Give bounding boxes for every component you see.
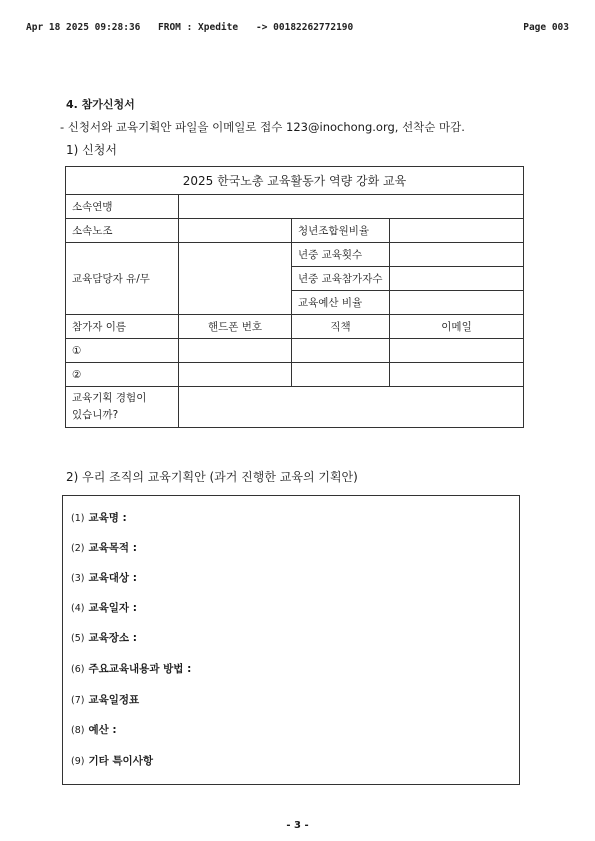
label-federation: 소속연맹 (66, 195, 179, 219)
plan-item: (7) 교육일정표 (71, 694, 140, 706)
label-youth-ratio: 청년조합원비율 (292, 219, 390, 243)
participant-1-position-field[interactable] (292, 339, 390, 363)
label-email: 이메일 (390, 315, 524, 339)
union-field[interactable] (179, 219, 292, 243)
plan-item: (4) 교육일자 : (71, 602, 137, 614)
participant-row-2-marker: ② (66, 363, 179, 387)
annual-edu-count-field[interactable] (390, 243, 524, 267)
fax-page: Page 003 (523, 22, 569, 33)
label-planning-experience-line1: 교육기획 경험이 (72, 392, 147, 404)
subsection-application-form: 1) 신청서 (66, 143, 117, 157)
label-planning-experience (66, 387, 179, 428)
plan-item: (3) 교육대상 : (71, 572, 137, 584)
label-edu-budget-ratio: 교육예산 비율 (292, 291, 390, 315)
submission-note: - 신청서와 교육기획안 파일을 이메일로 접수 123@inochong.org, 선착순 마감. (60, 120, 465, 134)
label-planning-experience-line2: 있습니까? (72, 409, 119, 421)
participant-row-1-marker: ① (66, 339, 179, 363)
label-annual-participants: 년중 교육참가자수 (292, 267, 390, 291)
participant-2-email-field[interactable] (390, 363, 524, 387)
fax-from: FROM : Xpedite (158, 22, 239, 33)
participant-2-phone-field[interactable] (179, 363, 292, 387)
plan-item: (5) 교육장소 : (71, 632, 137, 644)
label-phone: 핸드폰 번호 (179, 315, 292, 339)
label-annual-edu-count: 년중 교육횟수 (292, 243, 390, 267)
form-title: 2025 한국노총 교육활동가 역량 강화 교육 (66, 167, 524, 195)
plan-item: (8) 예산 : (71, 724, 117, 736)
edu-budget-ratio-field[interactable] (390, 291, 524, 315)
plan-item: (9) 기타 특이사항 (71, 755, 153, 767)
label-position: 직책 (292, 315, 390, 339)
federation-field[interactable] (179, 195, 524, 219)
page-number: - 3 - (286, 820, 309, 831)
education-plan-box[interactable] (62, 495, 520, 785)
fax-datetime: Apr 18 2025 09:28:36 (26, 22, 141, 33)
planning-experience-field[interactable] (179, 387, 524, 428)
plan-item: (1) 교육명 : (71, 512, 127, 524)
label-participant-name: 참가자 이름 (66, 315, 179, 339)
fax-to: -> 00182262772190 (256, 22, 354, 33)
plan-item: (6) 주요교육내용과 방법 : (71, 663, 192, 675)
youth-ratio-field[interactable] (390, 219, 524, 243)
application-form-table (65, 166, 524, 428)
participant-1-email-field[interactable] (390, 339, 524, 363)
participant-2-position-field[interactable] (292, 363, 390, 387)
subsection-education-plan: 2) 우리 조직의 교육기획안 (과거 진행한 교육의 기획안) (66, 470, 358, 484)
label-edu-manager: 교육담당자 유/무 (66, 243, 179, 315)
plan-item: (2) 교육목적 : (71, 542, 137, 554)
participant-1-phone-field[interactable] (179, 339, 292, 363)
fax-header (26, 22, 569, 36)
edu-manager-field[interactable] (179, 243, 292, 315)
annual-participants-field[interactable] (390, 267, 524, 291)
label-union: 소속노조 (66, 219, 179, 243)
section-heading: 4. 참가신청서 (66, 98, 135, 111)
